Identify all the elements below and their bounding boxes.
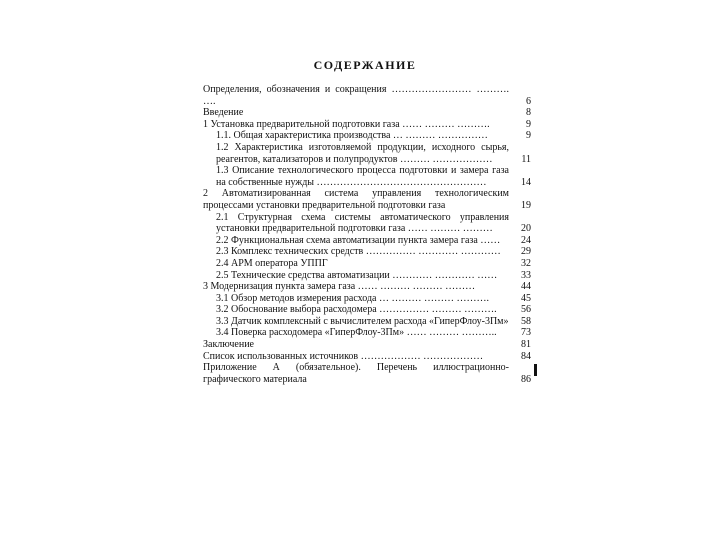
toc-entry-text: 3.1 Обзор методов измерения расхода … ……… ……… ……….	[216, 292, 489, 304]
toc-entry-page: 29	[521, 246, 531, 258]
toc-entry-text: 3.2 Обоснование выбора расходомера …………… ……… ……….	[216, 304, 497, 316]
table-of-contents	[203, 84, 531, 385]
toc-entry-text: Определения, обозначения и сокращения …………………… ………. ….	[203, 84, 509, 107]
toc-entry-text: Заключение	[203, 339, 254, 351]
toc-entry	[203, 165, 531, 188]
toc-entry-page: 8	[526, 107, 531, 119]
toc-entry-page: 81	[521, 339, 531, 351]
toc-entry-page: 33	[521, 269, 531, 281]
toc-entry-page: 45	[521, 292, 531, 304]
toc-entry	[203, 107, 531, 119]
toc-entry-text: Приложение А (обязательное). Перечень иллюстрационно-графического материала	[203, 362, 509, 385]
toc-entry	[203, 339, 531, 351]
toc-entry-text: 2.2 Функциональная схема автоматизации пункта замера газа ……	[216, 234, 501, 246]
toc-entry	[203, 293, 531, 305]
toc-entry-text: Список использованных источников ……………… ………………	[203, 350, 484, 362]
toc-entry	[203, 281, 531, 293]
toc-entry-page: 19	[521, 199, 531, 211]
toc-entry	[203, 235, 531, 247]
toc-entry-page: 24	[521, 234, 531, 246]
margin-marker	[534, 364, 537, 376]
toc-entry-page: 58	[521, 315, 531, 327]
toc-entry	[203, 270, 531, 282]
toc-entry-text: 2.5 Технические средства автоматизации ………… ………… ……	[216, 269, 498, 281]
toc-entry-text: 1.3 Описание технологического процесса подготовки и замера газа на собственные нужды ……………………………………………	[216, 165, 509, 188]
toc-entry-text: 2 Автоматизированная система управления технологическим процессами установки предварительной подготовки газа	[203, 188, 509, 211]
toc-entry-page: 20	[521, 223, 531, 235]
toc-entry	[203, 304, 531, 316]
toc-entry-text: 3 Модернизация пункта замера газа …… ……… ……… ………	[203, 281, 476, 293]
toc-entry-page: 9	[526, 118, 531, 130]
toc-entry-text: 2.4 АРМ оператора УППГ	[216, 257, 328, 269]
toc-entry	[203, 258, 531, 270]
toc-entry	[203, 119, 531, 131]
toc-entry-page: 86	[521, 373, 531, 385]
toc-entry	[203, 142, 531, 165]
toc-entry-page: 11	[521, 153, 531, 165]
toc-entry-text: Введение	[203, 107, 244, 119]
toc-entry	[203, 84, 531, 107]
toc-entry	[203, 316, 531, 328]
toc-entry	[203, 212, 531, 235]
toc-entry	[203, 246, 531, 258]
toc-entry-page: 73	[521, 327, 531, 339]
toc-entry-page: 84	[521, 350, 531, 362]
toc-entry-text: 3.4 Поверка расходомера «ГиперФлоу-3Пм» …… ……… ………..	[216, 327, 497, 339]
toc-entry-page: 6	[526, 95, 531, 107]
toc-entry	[203, 327, 531, 339]
document-title: СОДЕРЖАНИЕ	[313, 58, 417, 72]
toc-entry-page: 32	[521, 257, 531, 269]
toc-entry-text: 2.3 Комплекс технических средств …………… ………… …………	[216, 246, 501, 258]
toc-entry-page: 9	[526, 130, 531, 142]
toc-entry	[203, 351, 531, 363]
toc-entry-text: 3.3 Датчик комплексный с вычислителем расхода «ГиперФлоу-3Пм»	[216, 315, 509, 327]
toc-entry-page: 56	[521, 304, 531, 316]
toc-entry-text: 2.1 Структурная схема системы автоматического управления установки предварительной подготовки газа …… ……… ………	[216, 211, 509, 235]
toc-entry	[203, 188, 531, 211]
toc-entry-text: 1 Установка предварительной подготовки газа …… ……… ……….	[203, 118, 490, 130]
toc-entry	[203, 130, 531, 142]
toc-entry	[203, 362, 531, 385]
toc-entry-page: 44	[521, 281, 531, 293]
toc-entry-text: 1.1. Общая характеристика производства … ……… ……………	[216, 130, 488, 142]
toc-entry-page: 14	[521, 176, 531, 188]
toc-entry-text: 1.2 Характеристика изготовляемой продукции, исходного сырья, реагентов, катализаторов и полупродуктов ……… ………………	[216, 141, 509, 165]
